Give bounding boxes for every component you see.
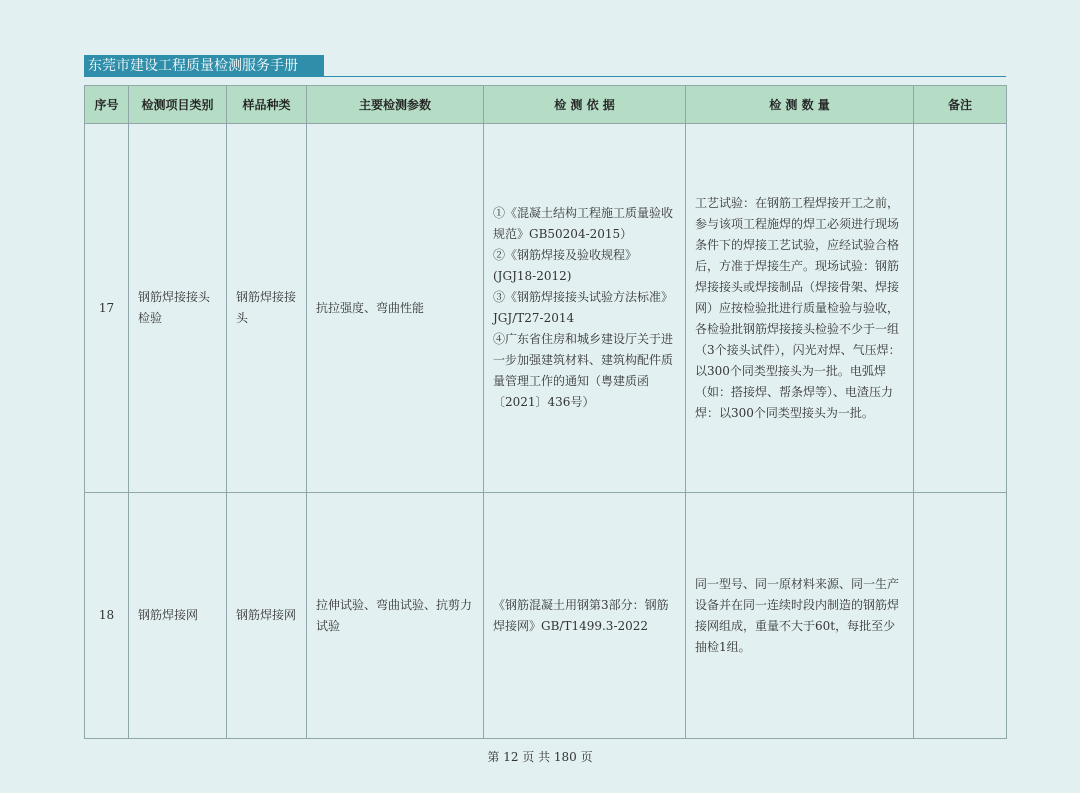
basis-item: ④广东省住房和城乡建设厅关于进一步加强建筑材料、建筑构配件质量管理工作的通知（粤建质函〔2021〕436号） xyxy=(493,332,674,409)
cell-no: 17 xyxy=(85,124,129,493)
cell-category: 钢筋焊接接头检验 xyxy=(129,124,227,493)
cell-quantity: 工艺试验：在钢筋工程焊接开工之前，参与该项工程施焊的焊工必须进行现场条件下的焊接工艺试验，应经试验合格后，方准于焊接生产。现场试验：钢筋焊接接头或焊接制品（焊接骨架、焊接网）应按检验批进行质量检验与验收，各检验批钢筋焊接接头检验不少于一组（3个接头试件），闪光对焊、气压焊：以300个同类型接头为一批。电弧焊（如：搭接焊、帮条焊等）、电渣压力焊：以300个同类型接头为一批。 xyxy=(686,124,914,493)
cell-category: 钢筋焊接网 xyxy=(129,493,227,739)
cell-remark xyxy=(914,124,1007,493)
header-divider xyxy=(84,76,1006,77)
cell-sample: 钢筋焊接接头 xyxy=(227,124,307,493)
cell-params: 抗拉强度、弯曲性能 xyxy=(307,124,484,493)
cell-params: 拉伸试验、弯曲试验、抗剪力试验 xyxy=(307,493,484,739)
column-header-no: 序号 xyxy=(85,86,129,124)
basis-item: 《钢筋混凝土用钢第3部分：钢筋焊接网》GB/T1499.3-2022 xyxy=(493,597,669,633)
cell-no: 18 xyxy=(85,493,129,739)
basis-item: ②《钢筋焊接及验收规程》(JGJ18-2012) xyxy=(493,248,638,283)
column-header-remark: 备注 xyxy=(914,86,1007,124)
cell-basis xyxy=(484,493,686,739)
basis-item: ③《钢筋焊接接头试验方法标准》JGJ/T27-2014 xyxy=(493,290,674,325)
table-header-row xyxy=(85,86,1007,124)
table-row xyxy=(85,124,1007,493)
column-header-basis: 检 测 依 据 xyxy=(484,86,686,124)
column-header-category: 检测项目类别 xyxy=(129,86,227,124)
column-header-sample: 样品种类 xyxy=(227,86,307,124)
column-header-params: 主要检测参数 xyxy=(307,86,484,124)
table-row xyxy=(85,493,1007,739)
manual-title: 东莞市建设工程质量检测服务手册 xyxy=(84,55,324,77)
basis-item: ①《混凝土结构工程施工质量验收规范》GB50204-2015） xyxy=(493,206,674,241)
cell-sample: 钢筋焊接网 xyxy=(227,493,307,739)
page-number: 第 12 页 共 180 页 xyxy=(487,750,593,764)
column-header-quantity: 检 测 数 量 xyxy=(686,86,914,124)
inspection-table xyxy=(84,85,1007,739)
cell-basis xyxy=(484,124,686,493)
cell-quantity: 同一型号、同一原材料来源、同一生产设备并在同一连续时段内制造的钢筋焊接网组成，重量不大于60t，每批至少抽检1组。 xyxy=(686,493,914,739)
cell-remark xyxy=(914,493,1007,739)
